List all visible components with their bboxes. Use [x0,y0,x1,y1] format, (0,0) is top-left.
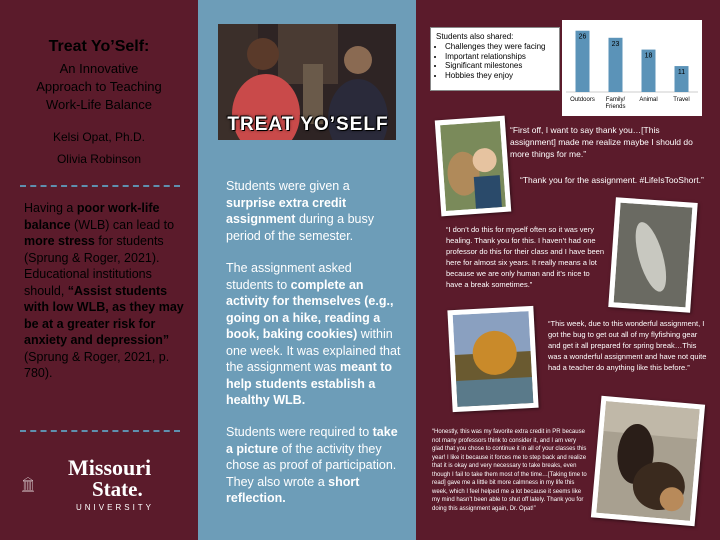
category-label: Animal [639,97,658,103]
student-quote: “First off, I want to say thank you…[This assignment] made me realize maybe I should do more things for me.” [510,125,693,159]
student-quote: “Honestly, this was my favorite extra credit in PR because not many professors think to consider it, and I am very glad that you chose to continue it in all of your classes this year! I like it because it forces me to step back and realize that it is okay and very necessary to take breaks, even though I fail to take them most of the time…[Taking time to read] gave me a little bit more calmness in my life this week, which I feel helped me a lot because it seems like my mind hasn’t been able to shut off lately. Thank you for doing this assignment again, Dr. Opat!” [432,429,587,512]
list-item: • Challenges they were facing [445,42,546,52]
university-logo [22,455,67,515]
category-label: Outdoors [570,97,595,103]
divider [20,430,180,432]
logo-wordmark: Missouri [68,455,152,480]
list-item: • Hobbies they enjoy [445,71,546,81]
subtitle-line: Approach to Teaching [36,79,162,94]
logo-wordmark: UNIVERSITY [76,503,155,512]
photo-dog-selfie [435,116,512,217]
bar-value-label: 23 [611,40,620,48]
banner-text: TREAT YO’SELF [227,114,389,135]
shared-topics-box [430,27,560,91]
subtitle-line: Work-Life Balance [46,97,152,112]
logo-wordmark: State. [92,477,143,501]
student-quote: “This week, due to this wonderful assignment, I got the bug to get out all of my flyfishing gear and get it all prepared for spring break…This was a wonderful assignment and have not quite had a teacher do anything like this before.” [548,319,707,372]
bar-value-label: 18 [644,52,653,60]
bar-value-label: 11 [677,69,686,77]
list-item: • Significant milestones [445,61,546,71]
author-name: Kelsi Opat, Ph.D. [52,130,146,144]
description-paragraph: Students were required to take a picture of the activity they chose as proof of participation. They also wrote a short reflection. [226,425,398,505]
divider [20,185,180,187]
description-paragraph: Students were given a surprise extra credit assignment during a busy period of the semester. [226,179,374,243]
photo-fish [608,197,697,312]
activity-bar-chart [562,20,702,116]
student-quote: “I don’t do this for myself often so it was very healing. Thank you for this. I haven’t had one professor do this for their class and I have been here for almost six years. It really means a lot because we are only human and it’s nice to have a break sometimes.” [446,225,605,289]
category-label: Family/ [605,97,626,103]
category-label: Friends [605,104,626,110]
student-quote: “Thank you for the assignment. #LifeIsTooShort.” [520,175,704,185]
bar-value-label: 26 [578,33,587,41]
poster-subtitle [0,60,198,114]
author-name: Olivia Robinson [56,152,142,166]
shared-topics-heading: Students also shared: [436,32,514,41]
category-label: Travel [673,97,690,103]
subtitle-line: An Innovative [59,61,139,76]
description-paragraph: The assignment asked students to complete an activity for themselves (e.g., going on a hike, reading a book, baking cookies) within one week. It was explained that the assignment was meant to help students establish a healthy WLB. [226,261,401,407]
intro-paragraph: Having a poor work-life balance (WLB) can lead to more stress for students (Sprung & Roger, 2021). Educational institutions should, “Assist students with low WLB, as they may be at a greater risk for anxiety and depression” (Sprung & Roger, 2021, p. 780). [24,201,184,380]
shared-topics-list [431,42,546,80]
photo-horse-ride [591,396,705,527]
poster-title: Treat Yo’Self: [48,38,150,55]
list-item: • Important relationships [445,52,546,62]
photo-landscape [447,306,538,412]
